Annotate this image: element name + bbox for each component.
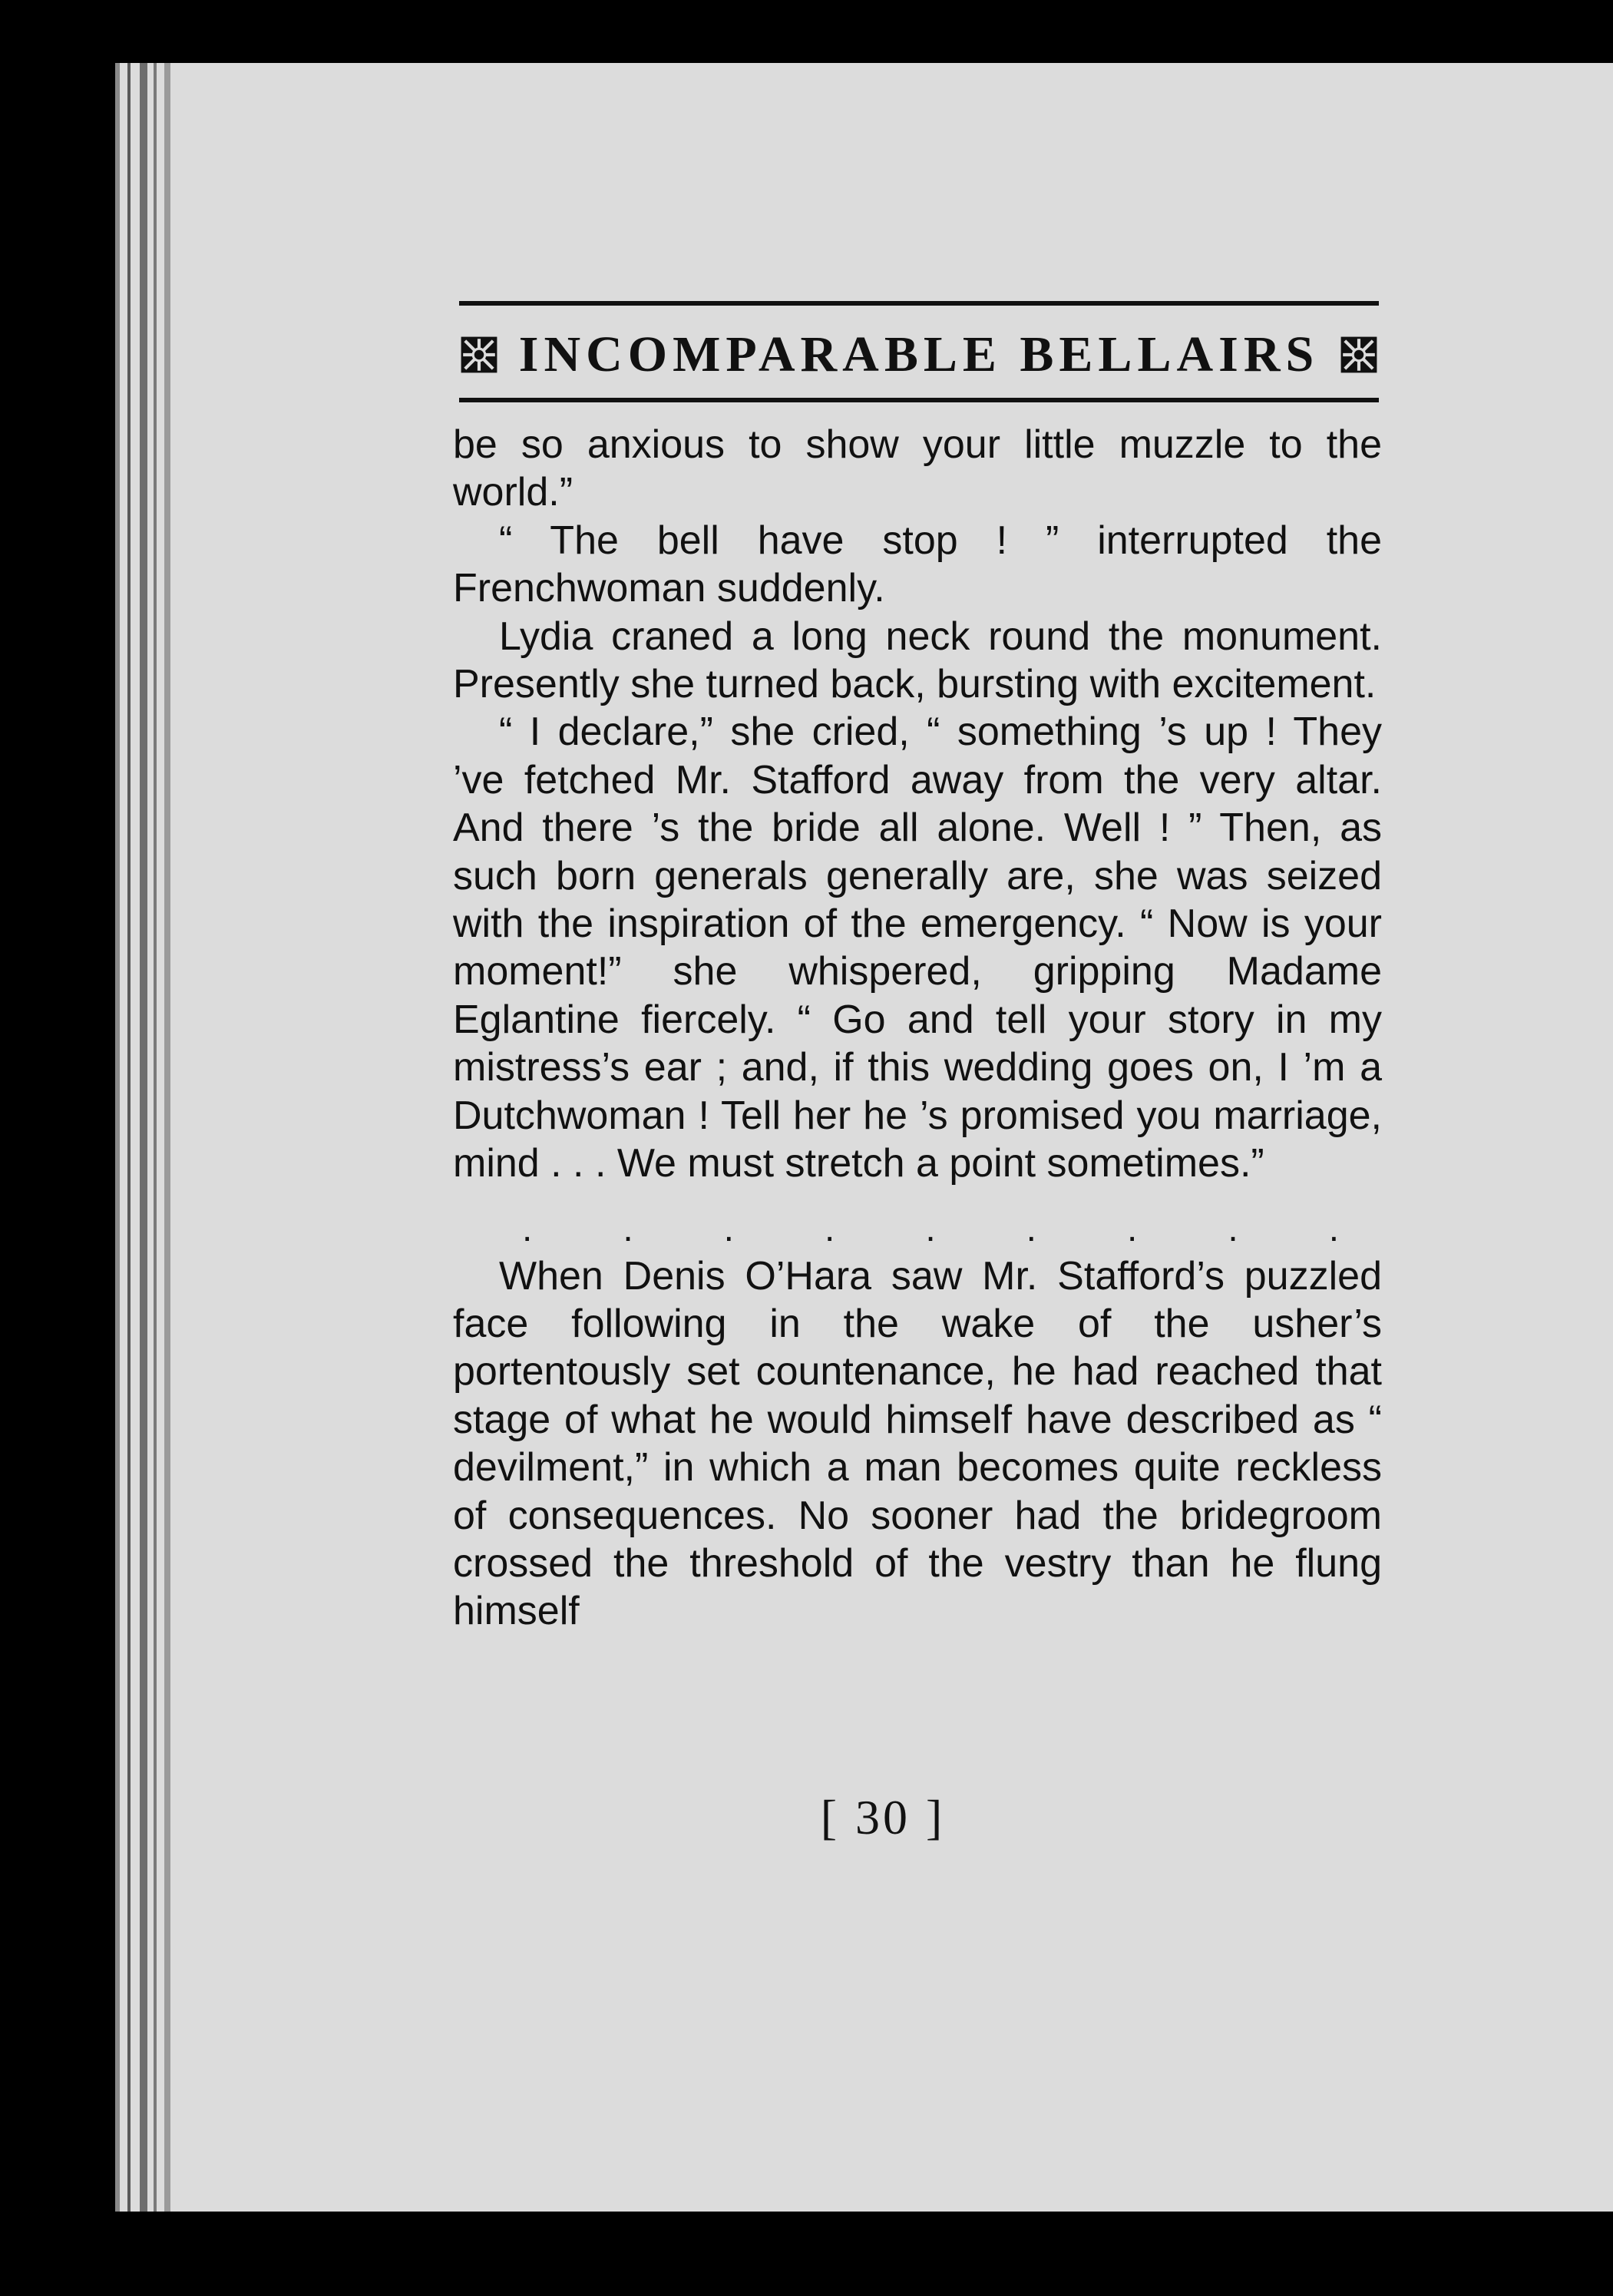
paragraph: “ I declare,” she cried, “ something ’s up ! They ’ve fetched Mr. Stafford away from the very altar. And there ’s the bride all alone. Well ! ” Then, as such born generals generally are, she was seized with the inspiration of the emergency. “ Now is your moment!” she whispered, gripping Madame Eglantine fiercely. “ Go and tell your story in my mistress’s ear ; and, if this wedding goes on, I ’m a Dutchwoman ! Tell her he ’s promised you marriage, mind . . . We must stretch a point sometimes.” [453, 710, 1382, 1186]
page-edge [154, 63, 157, 2213]
page-edge [164, 63, 170, 2213]
paragraph: Lydia craned a long neck round the monument. Presently she turned back, bursting with excitement. [453, 614, 1382, 707]
section-break-dots: ......... [522, 1208, 1430, 1249]
scan-border [115, 2212, 1613, 2296]
ornament-left-icon [459, 335, 499, 375]
header-rule-top [459, 301, 1379, 306]
page-edge [127, 63, 131, 2213]
paragraph: When Denis O’Hara saw Mr. Stafford’s puzzled face following in the wake of the usher’s portentously set countenance, he had reached that stage of what he would himself have described as “ devilment,” in which a man becomes quite reckless of consequences. No sooner had the bridegroom crossed the threshold of the vestry than he flung himself [453, 1253, 1382, 1634]
page-edge [115, 63, 120, 2213]
running-head [459, 319, 1379, 390]
page-edge [140, 63, 147, 2213]
paragraph: “ The bell have stop ! ” interrupted the Frenchwoman suddenly. [453, 518, 1382, 611]
ornament-right-icon [1339, 335, 1379, 375]
body-text [453, 421, 1430, 1636]
page-number: [ 30 ] [820, 1790, 946, 1844]
running-head-title: INCOMPARABLE BELLAIRS [518, 326, 1320, 382]
header-rule-bottom [459, 398, 1379, 402]
section-break [522, 1208, 1430, 1249]
paragraph: be so anxious to show your little muzzle to the world.” [453, 422, 1382, 515]
